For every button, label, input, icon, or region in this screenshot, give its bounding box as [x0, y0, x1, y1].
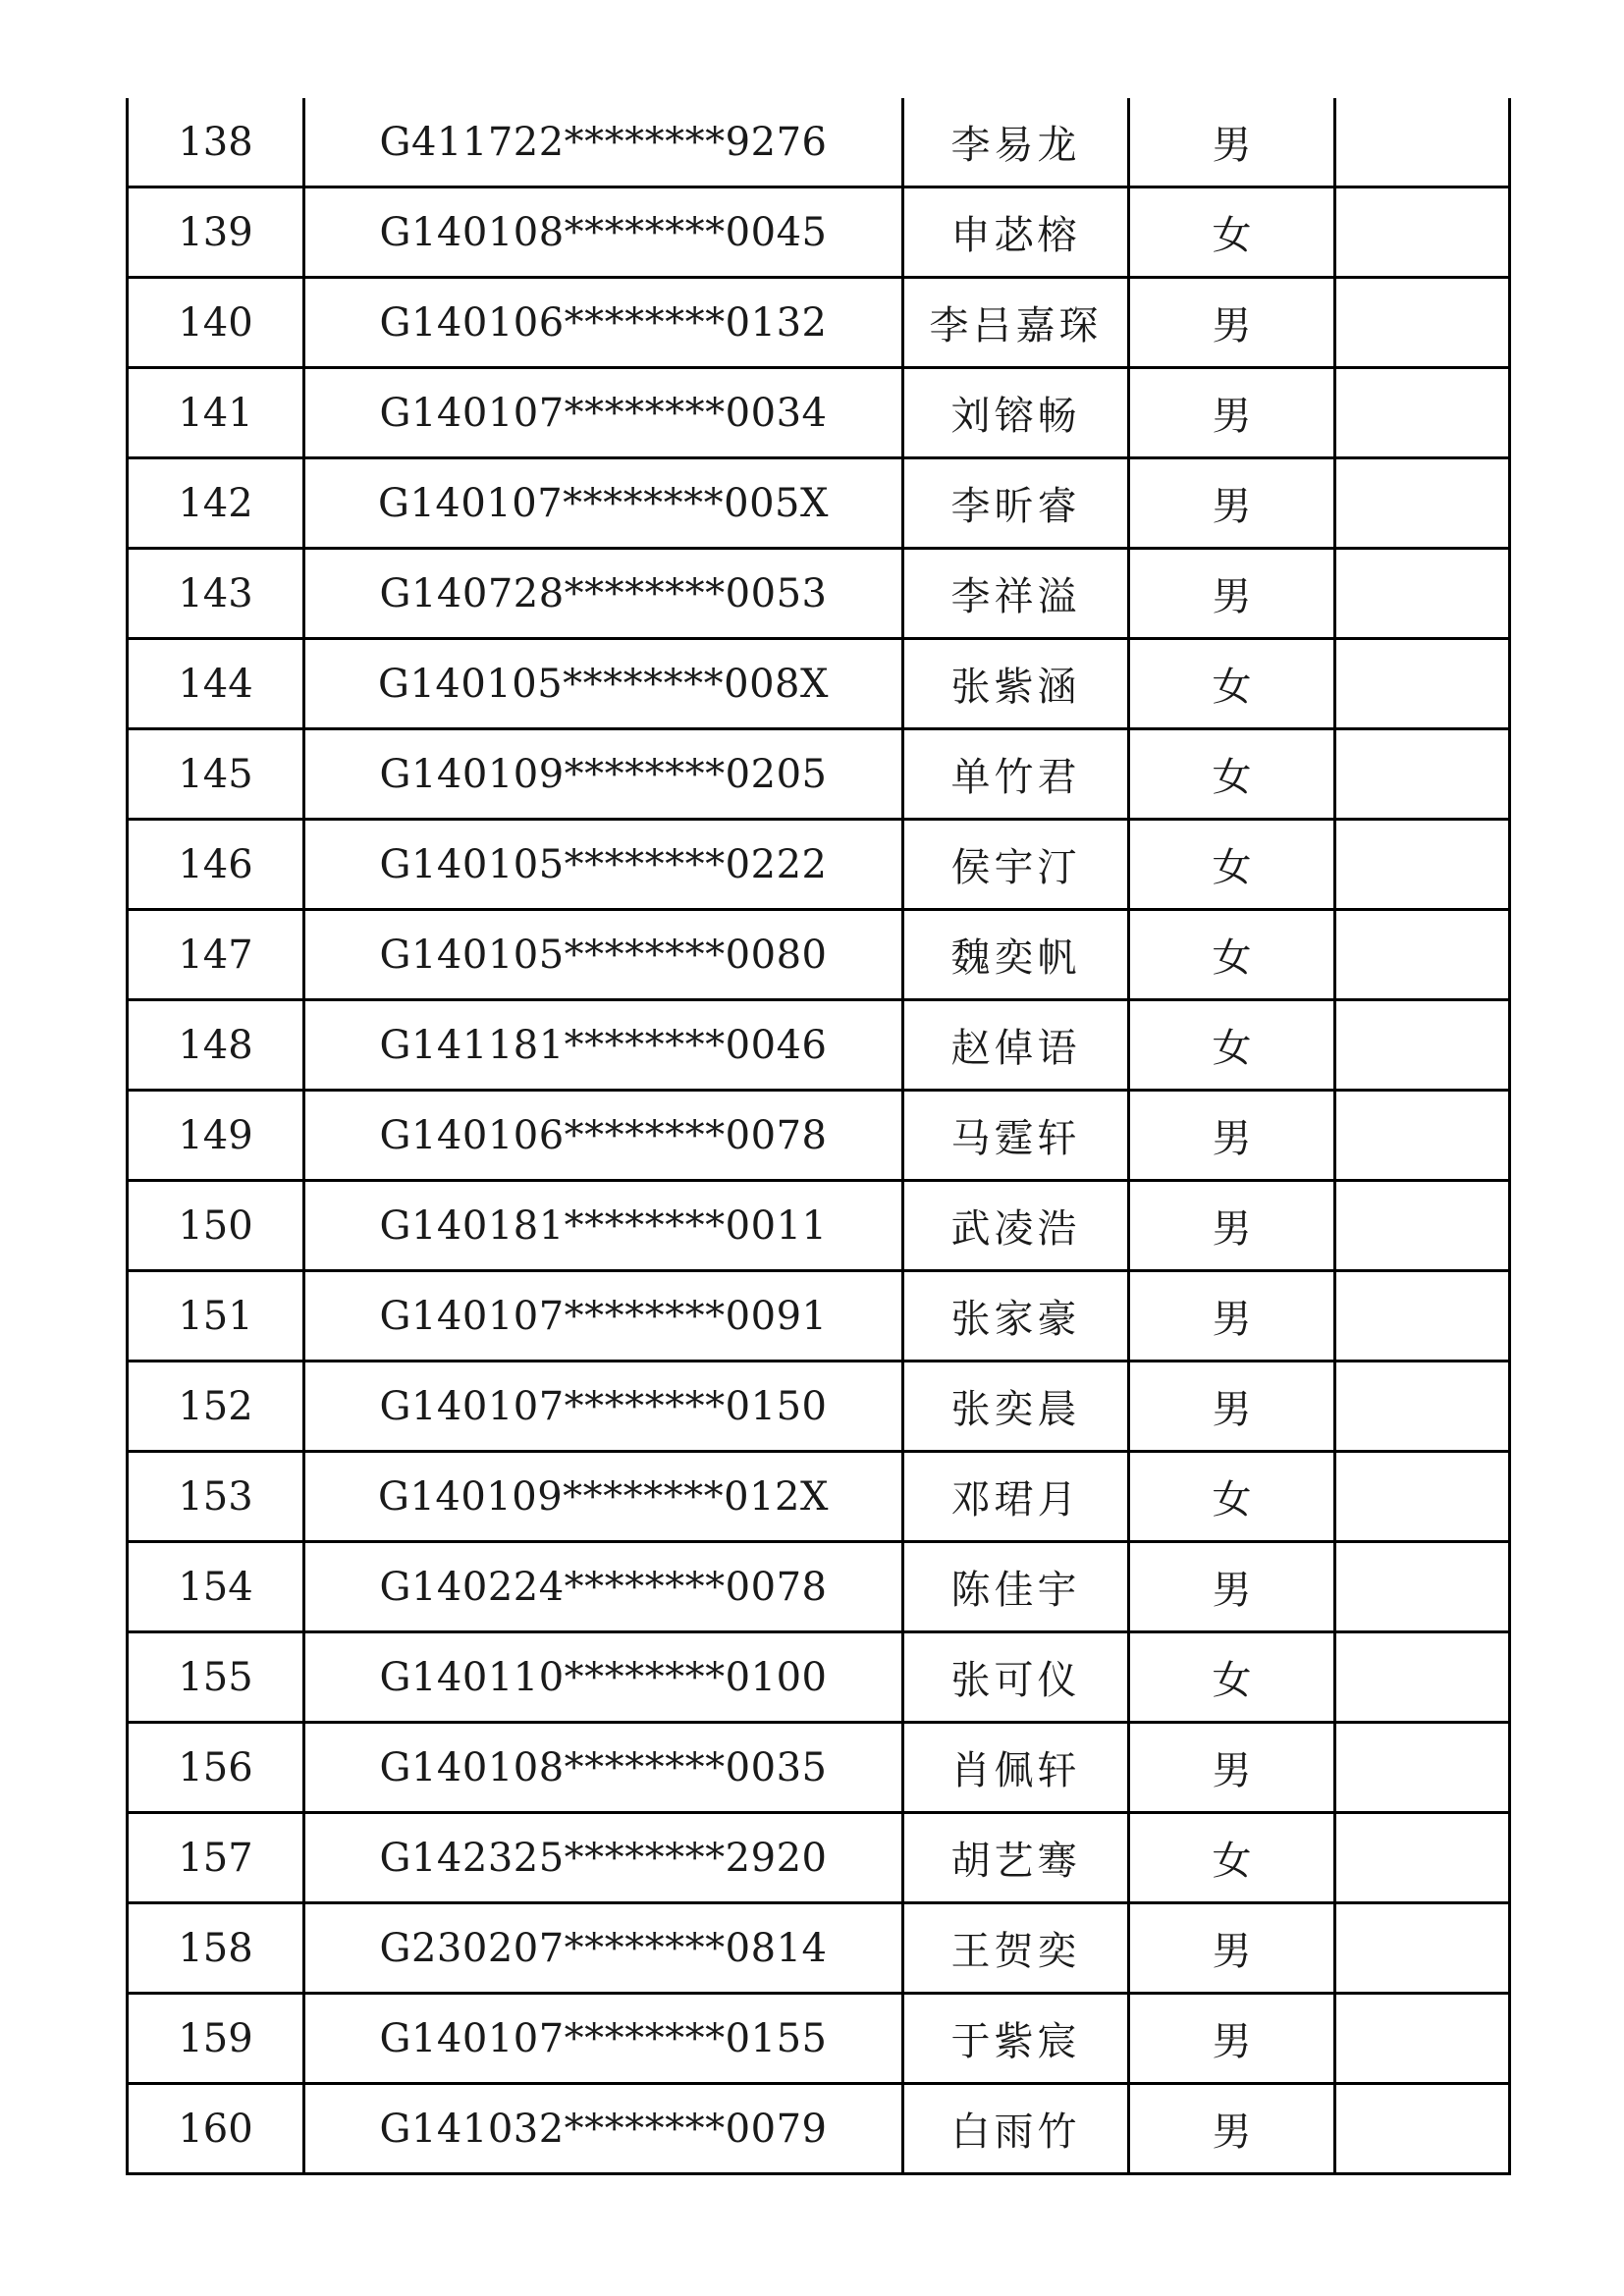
- candidate-gender: 女: [1129, 1632, 1335, 1723]
- candidate-gender: 女: [1129, 187, 1335, 278]
- table-row: [128, 2084, 1510, 2174]
- candidate-gender: 男: [1129, 1994, 1335, 2084]
- table-row: [128, 1091, 1510, 1181]
- candidate-name: 申苾榕: [903, 187, 1129, 278]
- remarks-cell: [1335, 1632, 1510, 1723]
- table-row: [128, 1181, 1510, 1271]
- table-row: [128, 1362, 1510, 1452]
- candidate-id: G140728********0053: [304, 549, 903, 639]
- remarks-cell: [1335, 368, 1510, 458]
- candidate-gender: 男: [1129, 1903, 1335, 1994]
- candidate-gender: 女: [1129, 1452, 1335, 1542]
- row-number: 149: [128, 1091, 304, 1181]
- candidate-gender: 男: [1129, 1181, 1335, 1271]
- table-row: [128, 1452, 1510, 1542]
- candidate-id: G140109********012X: [304, 1452, 903, 1542]
- candidate-id: G140105********0080: [304, 910, 903, 1000]
- table-row: [128, 278, 1510, 368]
- candidate-name: 王贺奕: [903, 1903, 1129, 1994]
- row-number: 156: [128, 1723, 304, 1813]
- candidate-id: G140109********0205: [304, 729, 903, 820]
- candidate-id: G140107********0091: [304, 1271, 903, 1362]
- row-number: 150: [128, 1181, 304, 1271]
- candidate-gender: 女: [1129, 910, 1335, 1000]
- remarks-cell: [1335, 278, 1510, 368]
- roster-table: [126, 98, 1511, 2175]
- candidate-gender: 男: [1129, 2084, 1335, 2174]
- remarks-cell: [1335, 1271, 1510, 1362]
- candidate-gender: 男: [1129, 1091, 1335, 1181]
- candidate-gender: 男: [1129, 458, 1335, 549]
- row-number: 152: [128, 1362, 304, 1452]
- row-number: 143: [128, 549, 304, 639]
- candidate-gender: 女: [1129, 729, 1335, 820]
- candidate-name: 张奕晨: [903, 1362, 1129, 1452]
- candidate-name: 单竹君: [903, 729, 1129, 820]
- candidate-id: G140181********0011: [304, 1181, 903, 1271]
- row-number: 145: [128, 729, 304, 820]
- table-row: [128, 1723, 1510, 1813]
- candidate-id: G140108********0045: [304, 187, 903, 278]
- row-number: 142: [128, 458, 304, 549]
- candidate-gender: 男: [1129, 1723, 1335, 1813]
- remarks-cell: [1335, 1813, 1510, 1903]
- row-number: 147: [128, 910, 304, 1000]
- row-number: 158: [128, 1903, 304, 1994]
- roster-table-body: [128, 98, 1510, 2174]
- row-number: 144: [128, 639, 304, 729]
- remarks-cell: [1335, 639, 1510, 729]
- table-row: [128, 820, 1510, 910]
- candidate-gender: 男: [1129, 549, 1335, 639]
- table-row: [128, 1632, 1510, 1723]
- candidate-gender: 男: [1129, 1362, 1335, 1452]
- remarks-cell: [1335, 1091, 1510, 1181]
- remarks-cell: [1335, 1723, 1510, 1813]
- remarks-cell: [1335, 1362, 1510, 1452]
- candidate-id: G140107********0155: [304, 1994, 903, 2084]
- candidate-gender: 男: [1129, 98, 1335, 187]
- candidate-name: 赵倬语: [903, 1000, 1129, 1091]
- row-number: 153: [128, 1452, 304, 1542]
- candidate-gender: 女: [1129, 1000, 1335, 1091]
- candidate-name: 于紫宸: [903, 1994, 1129, 2084]
- candidate-gender: 女: [1129, 820, 1335, 910]
- candidate-name: 陈佳宇: [903, 1542, 1129, 1632]
- candidate-name: 李易龙: [903, 98, 1129, 187]
- candidate-name: 侯宇汀: [903, 820, 1129, 910]
- candidate-id: G141032********0079: [304, 2084, 903, 2174]
- candidate-gender: 男: [1129, 1542, 1335, 1632]
- candidate-name: 武凌浩: [903, 1181, 1129, 1271]
- remarks-cell: [1335, 1542, 1510, 1632]
- candidate-id: G140107********005X: [304, 458, 903, 549]
- candidate-name: 白雨竹: [903, 2084, 1129, 2174]
- candidate-id: G140105********008X: [304, 639, 903, 729]
- table-row: [128, 1271, 1510, 1362]
- remarks-cell: [1335, 98, 1510, 187]
- row-number: 160: [128, 2084, 304, 2174]
- row-number: 146: [128, 820, 304, 910]
- candidate-gender: 男: [1129, 1271, 1335, 1362]
- row-number: 148: [128, 1000, 304, 1091]
- candidate-name: 李祥溢: [903, 549, 1129, 639]
- remarks-cell: [1335, 910, 1510, 1000]
- remarks-cell: [1335, 1903, 1510, 1994]
- candidate-id: G142325********2920: [304, 1813, 903, 1903]
- table-row: [128, 368, 1510, 458]
- table-row: [128, 1542, 1510, 1632]
- row-number: 140: [128, 278, 304, 368]
- table-row: [128, 729, 1510, 820]
- candidate-gender: 女: [1129, 639, 1335, 729]
- candidate-name: 张家豪: [903, 1271, 1129, 1362]
- candidate-id: G140105********0222: [304, 820, 903, 910]
- remarks-cell: [1335, 820, 1510, 910]
- row-number: 138: [128, 98, 304, 187]
- candidate-gender: 女: [1129, 1813, 1335, 1903]
- candidate-name: 魏奕帆: [903, 910, 1129, 1000]
- candidate-id: G230207********0814: [304, 1903, 903, 1994]
- candidate-gender: 男: [1129, 368, 1335, 458]
- candidate-name: 肖佩轩: [903, 1723, 1129, 1813]
- candidate-name: 胡艺骞: [903, 1813, 1129, 1903]
- table-row: [128, 1000, 1510, 1091]
- remarks-cell: [1335, 1000, 1510, 1091]
- candidate-id: G140106********0078: [304, 1091, 903, 1181]
- remarks-cell: [1335, 549, 1510, 639]
- candidate-name: 张紫涵: [903, 639, 1129, 729]
- remarks-cell: [1335, 729, 1510, 820]
- candidate-id: G140108********0035: [304, 1723, 903, 1813]
- roster-page: [126, 98, 1508, 2175]
- table-row: [128, 910, 1510, 1000]
- candidate-name: 李昕睿: [903, 458, 1129, 549]
- table-row: [128, 1813, 1510, 1903]
- remarks-cell: [1335, 187, 1510, 278]
- candidate-gender: 男: [1129, 278, 1335, 368]
- candidate-name: 李吕嘉琛: [903, 278, 1129, 368]
- candidate-id: G411722********9276: [304, 98, 903, 187]
- candidate-name: 刘镕畅: [903, 368, 1129, 458]
- row-number: 155: [128, 1632, 304, 1723]
- candidate-id: G140107********0034: [304, 368, 903, 458]
- remarks-cell: [1335, 1452, 1510, 1542]
- candidate-name: 张可仪: [903, 1632, 1129, 1723]
- row-number: 139: [128, 187, 304, 278]
- table-row: [128, 187, 1510, 278]
- candidate-id: G140224********0078: [304, 1542, 903, 1632]
- remarks-cell: [1335, 1994, 1510, 2084]
- table-row: [128, 639, 1510, 729]
- remarks-cell: [1335, 2084, 1510, 2174]
- row-number: 141: [128, 368, 304, 458]
- row-number: 159: [128, 1994, 304, 2084]
- row-number: 151: [128, 1271, 304, 1362]
- table-row: [128, 98, 1510, 187]
- row-number: 157: [128, 1813, 304, 1903]
- candidate-id: G141181********0046: [304, 1000, 903, 1091]
- candidate-id: G140106********0132: [304, 278, 903, 368]
- table-row: [128, 458, 1510, 549]
- candidate-name: 马霆轩: [903, 1091, 1129, 1181]
- row-number: 154: [128, 1542, 304, 1632]
- table-row: [128, 1903, 1510, 1994]
- candidate-id: G140107********0150: [304, 1362, 903, 1452]
- candidate-name: 邓珺月: [903, 1452, 1129, 1542]
- table-row: [128, 549, 1510, 639]
- remarks-cell: [1335, 1181, 1510, 1271]
- table-row: [128, 1994, 1510, 2084]
- remarks-cell: [1335, 458, 1510, 549]
- candidate-id: G140110********0100: [304, 1632, 903, 1723]
